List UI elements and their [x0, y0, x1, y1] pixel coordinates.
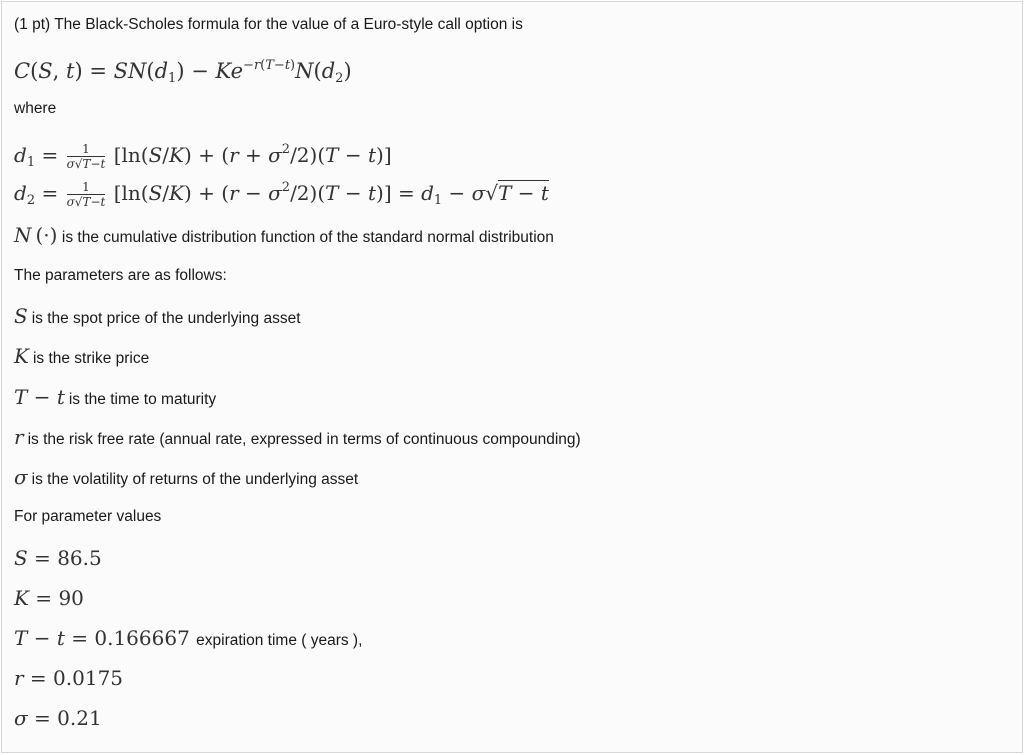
- definition-k: [14, 336, 1010, 376]
- values-heading: For parameter values: [14, 508, 162, 526]
- expiration-note: expiration time ( years ),: [196, 631, 363, 649]
- value-t-minus-t-number: 0.166667: [94, 625, 190, 650]
- definition-symbol: T − t: [14, 384, 65, 409]
- definition-t-minus-t: [14, 377, 1010, 417]
- d1-formula: $d_1$ = $\frac{1}{\sigma√T-t}$ $[\ln(S/K) + (r + \sigma^2/2)(T - t)]$: [14, 142, 392, 171]
- definition-r: [14, 417, 1010, 457]
- definition-symbol: σ: [14, 465, 28, 490]
- definition-text: is the strike price: [32, 350, 150, 368]
- value-r-number: 0.0175: [53, 665, 124, 690]
- n-function-description: is the cumulative distribution function of the standard normal distribution: [61, 229, 554, 246]
- definition-text: is the risk free rate (annual rate, expressed in terms of continuous compounding): [27, 430, 581, 448]
- n-function-line: N (·) is the cumulative distribution function of the standard normal distribution: [14, 223, 554, 247]
- value-k: K = 90: [14, 585, 84, 610]
- d2-fraction: $\frac{1}{\sigma√T-t}$: [66, 180, 106, 209]
- n-function-symbol: N: [14, 223, 32, 247]
- definition-text: is the volatility of returns of the underlying asset: [31, 471, 359, 489]
- value-k-number: 90: [58, 585, 84, 610]
- definition-symbol: S: [14, 304, 28, 328]
- value-r: r = 0.0175: [14, 665, 124, 690]
- definition-text: is the spot price of the underlying asset: [31, 310, 301, 327]
- definition-s: [14, 296, 1010, 336]
- d1-fraction: $\frac{1}{\sigma√T-t}$: [66, 142, 106, 171]
- value-sigma: σ = 0.21: [14, 705, 102, 730]
- definition-symbol: r: [14, 424, 24, 449]
- problem-page: [1, 1, 1023, 753]
- definition-symbol: K: [14, 344, 29, 369]
- value-s-number: 86.5: [57, 545, 102, 570]
- value-s: S = 86.5: [14, 545, 102, 570]
- d2-formula: $d_2$ = $\frac{1}{\sigma√T-t}$ $[\ln(S/K) + (r - \sigma^2/2)(T - t)] = d_1 - \sigma√T - t$: [14, 180, 549, 209]
- problem-intro: (1 pt) The Black-Scholes formula for the value of a Euro-style call option is: [14, 16, 523, 33]
- parameters-heading: The parameters are as follows:: [14, 267, 227, 284]
- definition-text: is the time to maturity: [68, 390, 217, 408]
- black-scholes-formula: C(S, $t) = SN(d_1) - Ke^{-r(T-t)}N(d_2)$: [14, 58, 352, 86]
- value-sigma-number: 0.21: [57, 705, 102, 730]
- definition-sigma: [14, 457, 1010, 497]
- value-t-minus-t: T − t = 0.166667 expiration time ( years ),: [14, 625, 363, 650]
- where-label: where: [14, 100, 57, 117]
